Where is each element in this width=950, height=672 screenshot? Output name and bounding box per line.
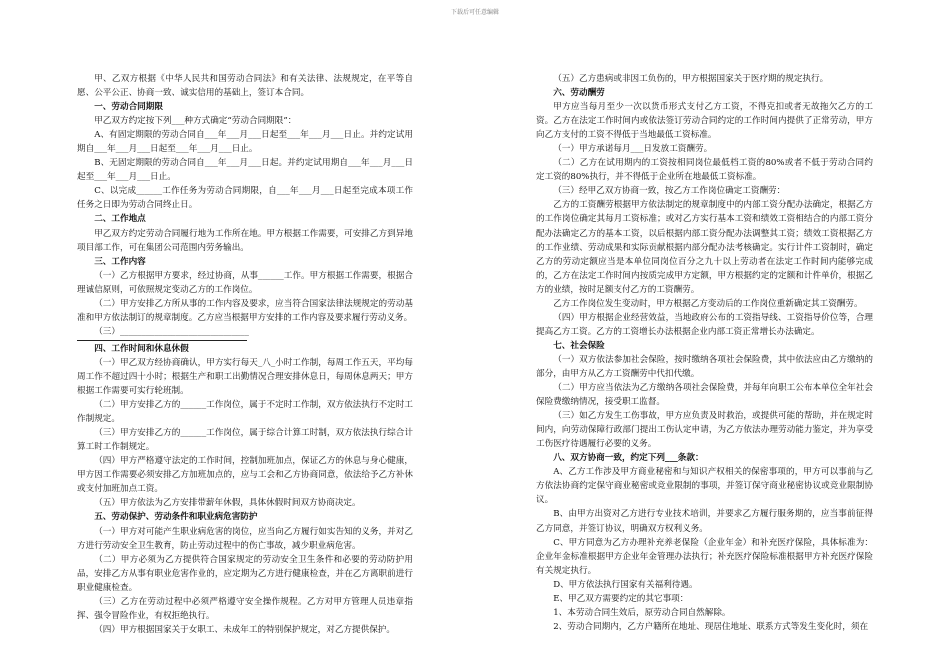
- section-heading: 二、工作地点: [94, 214, 146, 225]
- clause-paragraph: 2、劳动合同期内，乙方户籍所在地址、现居住地址、联系方式等发生变化时，须在: [553, 621, 869, 632]
- clause-paragraph: （二）乙方在试用期内的工资按相同岗位最低档工资的80%或者不低于劳动合同约定工资的80%执行，并不得低于企业所在地最低工资标准。: [536, 158, 873, 183]
- section-heading: 三、工作内容: [94, 256, 146, 267]
- clause-paragraph: （三）甲方安排乙方的______工作岗位，属于综合计算工时制，双方依法执行综合计算工时工作制规定。: [77, 428, 413, 453]
- blank-underline: [77, 340, 247, 341]
- clause-paragraph: 1、本劳动合同生效后，原劳动合同自然解除。: [553, 607, 731, 618]
- clause-paragraph: （二）甲方安排乙方所从事的工作内容及要求，应当符合国家法律法规规定的劳动基准和甲方依法制订的规章制度。乙方应当根据甲方安排的工作内容及要求履行劳动义务。: [77, 298, 413, 323]
- clause-paragraph: （四）甲方根据企业经营效益，当地政府公布的工资指导线、工资指导价位等，合理提高乙方工资。乙方的工资增长办法根据企业内部工资正常增长办法确定。: [536, 312, 873, 337]
- section-heading: 一、劳动合同期限: [94, 102, 163, 113]
- clause-paragraph: （五）乙方患病或非因工负伤的，甲方根据国家关于医疗期的规定执行。: [553, 74, 829, 84]
- clause-paragraph: （一）甲乙双方经协商确认，甲方实行每天_八_小时工作制，每周工作五天，平均每周工作不超过四十小时；根据生产和职工出勤情况合理安排休息日，每周休息两天；甲方根据工作需要可实行轮班制。: [77, 357, 413, 397]
- clause-paragraph: 甲乙双方约定按下列___种方式确定“劳动合同期限”：: [94, 116, 297, 127]
- clause-paragraph: （五）甲方依法为乙方安排带薪年休假，具体休假时间双方协商决定。: [94, 498, 361, 509]
- clause-paragraph: A、乙方工作涉及甲方商业秘密和与知识产权相关的保密事项的，甲方可以事前与乙方依法协商约定保守商业秘密或竞业限制的事项，并签订保守商业秘密协议或竞业限制协议。: [536, 467, 873, 506]
- clause-paragraph: E、甲乙双方需要约定的其它事项：: [553, 593, 689, 604]
- clause-paragraph: C、以完成______工作任务为劳动合同期限，自___年___月___日起至完成本项工作任务之日即为劳动合同终止日。: [77, 186, 413, 211]
- clause-paragraph: C、甲方同意为乙方办理补充养老保险（企业年金）和补充医疗保险，具体标准为：企业年金标准根据甲方企业年金管理办法执行；补充医疗保险标准根据甲方补充医疗保险有关规定执行。: [536, 537, 873, 576]
- clause-paragraph: （四）甲方严格遵守法定的工作时间，控制加班加点，保证乙方的休息与身心健康，甲方因工作需要必须安排乙方加班加点的，应与工会和乙方协商同意，依法给予乙方补休或支付加班加点工资。: [77, 456, 413, 495]
- clause-paragraph: B、无固定期限的劳动合同自___年___月___日起。并约定试用期自___年___月___日起至___年___月___日止。: [77, 158, 413, 183]
- clause-paragraph: （一）甲方承诺每月___日发放工资酬劳。: [553, 144, 713, 155]
- clause-paragraph: （一）甲方对可能产生职业病危害的岗位，应当向乙方履行如实告知的义务，并对乙方进行劳动安全卫生教育，防止劳动过程中的伤亡事故，减少职业病危害。: [77, 526, 413, 551]
- clause-paragraph: （一）乙方根据甲方要求，经过协商，从事______工作。甲方根据工作需要，根据合理诚信原则，可依照规定变动乙方的工作岗位。: [77, 270, 413, 295]
- section-heading: 七、社会保险: [553, 340, 605, 351]
- section-heading: 五、劳动保护、劳动条件和职业病危害防护: [94, 512, 258, 523]
- clause-paragraph: （四）甲方根据国家关于女职工、未成年工的特别保护规定，对乙方提供保护。: [94, 624, 395, 635]
- clause-paragraph: 乙方工作岗位发生变动时，甲方根据乙方变动后的工作岗位重新确定其工资酬劳。: [553, 298, 863, 309]
- clause-paragraph: 甲方应当每月至少一次以货币形式支付乙方工资，不得克扣或者无故拖欠乙方的工资。乙方在法定工作时间内或依法签订劳动合同约定的工作时间内提供了正常劳动，甲方向乙方支付的工资不得低于当地最低工资标准。: [536, 102, 873, 141]
- clause-paragraph: A、有固定期限的劳动合同自___年___月___日起至___年___月___日止。并约定试用期自___年___月___日起至___年___月___日止。: [77, 130, 413, 155]
- left-column: [77, 72, 413, 637]
- clause-paragraph: 甲乙双方约定劳动合同履行地为工作所在地。甲方根据工作需要，可安排乙方到异地项目部工作，可在集团公司范围内劳务输出。: [77, 228, 413, 253]
- clause-paragraph: （二）甲方安排乙方的______工作岗位，属于不定时工作制，双方依法执行不定时工作制规定。: [77, 400, 413, 425]
- watermark-text: 下载后可任意编辑: [450, 9, 499, 16]
- clause-paragraph: （三）乙方在劳动过程中必须严格遵守安全操作规程。乙方对甲方管理人员违章指挥、强令冒险作业，有权拒绝执行。: [77, 596, 413, 621]
- clause-paragraph: （二）甲方应当依法为乙方缴纳各项社会保险费，并每年向职工公布本单位全年社会保险费缴纳情况，接受职工监督。: [536, 383, 873, 408]
- section-heading: 四、工作时间和休息休假: [94, 343, 189, 354]
- clause-paragraph: （三）______________________________: [94, 326, 249, 337]
- section-heading: 六、劳动酬劳: [553, 88, 605, 99]
- clause-paragraph: B、由甲方出资对乙方进行专业技术培训，并要求乙方履行服务期的，应当事前征得乙方同意，并签订协议，明确双方权利义务。: [536, 509, 873, 534]
- clause-paragraph: 乙方的工资酬劳根据甲方依法制定的规章制度中的内部工资分配办法确定，根据乙方的工作岗位确定其每月工资标准；或对乙方实行基本工资和绩效工资相结合的内部工资分配办法确定乙方的基本工资，以后根据内部工资分配办法调整其工资；绩效工资根据乙方的工作业绩、劳动成果和实际贡献根据内部分配办法考核确定。实行计件工资制时，确定乙方的劳动定额应当是本单位同岗位百分之九十以上劳动者在法定工作时间内能够完成的，乙方在法定工作时间内按质完成甲方定额，甲方根据约定的定额和计件单价，根据乙方的业绩，按时足额支付乙方的工资酬劳。: [536, 200, 873, 295]
- right-column: [536, 72, 873, 634]
- clause-paragraph: （一）双方依法参加社会保险，按时缴纳各项社会保险费，其中依法应由乙方缴纳的部分，由甲方从乙方工资酬劳中代扣代缴。: [536, 354, 873, 379]
- clause-paragraph: （二）甲方必须为乙方提供符合国家规定的劳动安全卫生条件和必要的劳动防护用品，安排乙方从事有职业危害作业的，应定期为乙方进行健康检查，并在乙方离职前进行职业健康检查。: [77, 554, 413, 593]
- clause-paragraph: （三）经甲乙双方协商一致，按乙方工作岗位确定工资酬劳：: [553, 186, 786, 197]
- clause-paragraph: （三）如乙方发生工伤事故，甲方应负责及时救治，或提供可能的帮助，并在规定时间内，向劳动保障行政部门提出工伤认定申请，为乙方依法办理劳动能力鉴定，并为享受工伤医疗待遇履行必要的义务。: [536, 411, 873, 450]
- clause-paragraph: D、甲方依法执行国家有关福利待遇。: [553, 579, 698, 590]
- section-heading: 八、双方协商一致，约定下列___条款：: [553, 453, 704, 464]
- clause-paragraph: 甲、乙双方根据《中华人民共和国劳动合同法》和有关法律、法规规定，在平等自愿、公平公正、协商一致、诚实信用的基础上，签订本合同。: [77, 74, 413, 99]
